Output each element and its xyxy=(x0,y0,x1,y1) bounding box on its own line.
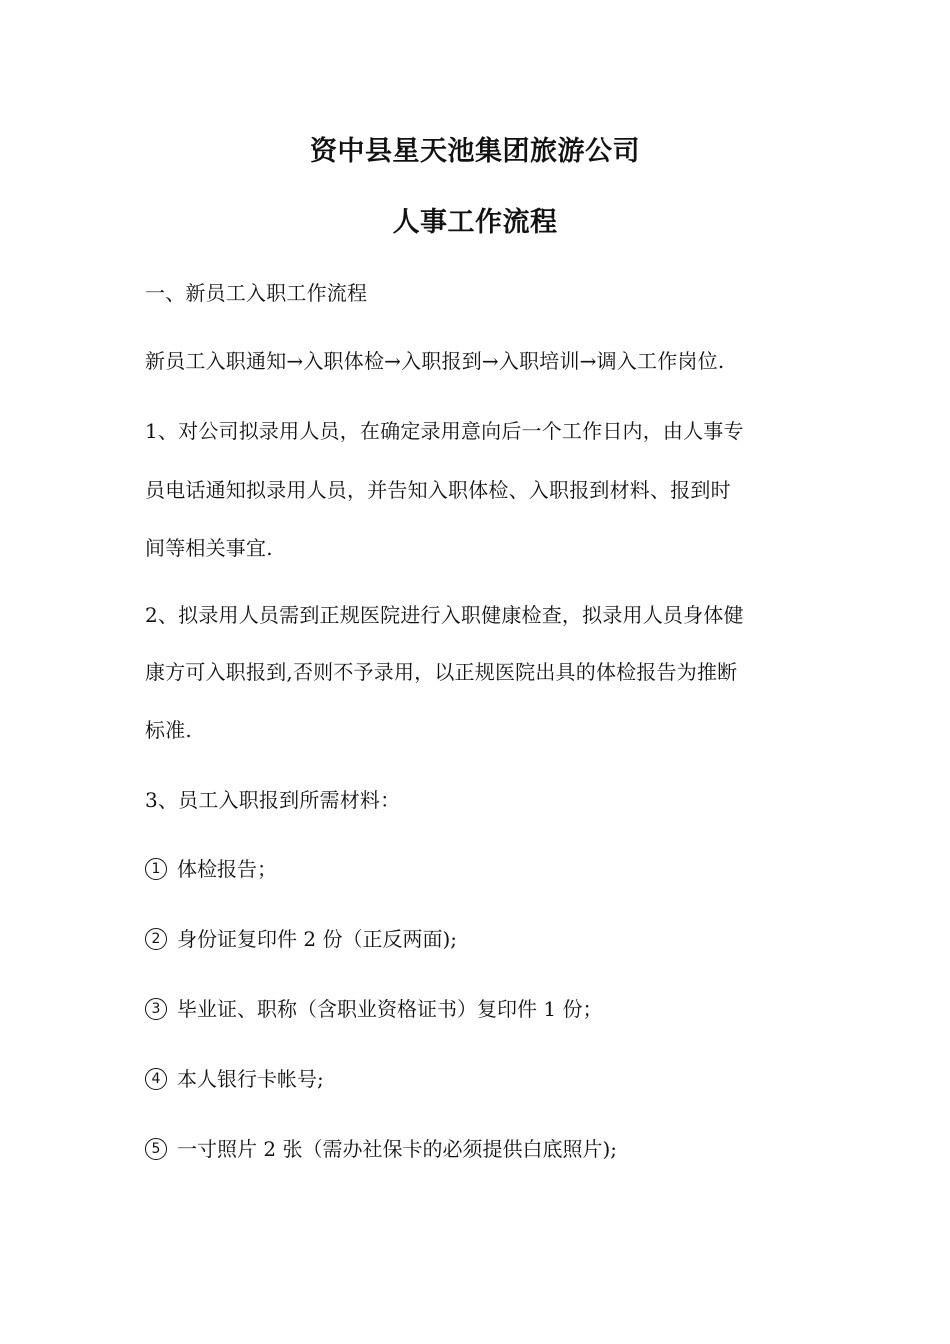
list-item xyxy=(145,854,810,884)
circled-number-marker: 4 xyxy=(145,1068,167,1090)
list-item-text: 本人银行卡帐号; xyxy=(177,1067,324,1091)
list-item xyxy=(145,1064,810,1094)
document-subtitle: 人事工作流程 xyxy=(392,207,558,238)
list-item-text: 毕业证、职称（含职业资格证书）复印件 1 份； xyxy=(177,997,603,1021)
list-item-text: 体检报告； xyxy=(177,857,277,881)
paragraph-3-heading: 3、员工入职报到所需材料： xyxy=(145,788,401,812)
circled-number-marker: 3 xyxy=(145,998,167,1020)
circled-number-marker: 2 xyxy=(145,928,167,950)
paragraph-2-line-3: 标准. xyxy=(145,718,192,742)
list-item xyxy=(145,924,810,954)
list-item xyxy=(145,994,810,1024)
section-heading: 一、新员工入职工作流程 xyxy=(145,281,368,305)
paragraph-1-line-2: 员电话通知拟录用人员，并告知入职体检、入职报到材料、报到时 xyxy=(145,478,731,502)
list-item-text: 身份证复印件 2 份（正反两面); xyxy=(177,927,457,951)
paragraph-1-line-3: 间等相关事宜. xyxy=(145,536,273,560)
paragraph-2-line-1: 2、拟录用人员需到正规医院进行入职健康检查，拟录用人员身体健 xyxy=(145,603,744,627)
circled-number-marker: 1 xyxy=(145,858,167,880)
list-item-text: 一寸照片 2 张（需办社保卡的必须提供白底照片); xyxy=(177,1137,617,1161)
circled-number-marker: 5 xyxy=(145,1138,167,1160)
list-item xyxy=(145,1134,810,1164)
flow-line: 新员工入职通知→入职体检→入职报到→入职培训→调入工作岗位. xyxy=(145,349,725,373)
document-title: 资中县星天池集团旅游公司 xyxy=(310,136,640,167)
paragraph-2-line-2: 康方可入职报到,否则不予录用，以正规医院出具的体检报告为推断 xyxy=(145,660,738,684)
paragraph-1-line-1: 1、对公司拟录用人员，在确定录用意向后一个工作日内，由人事专 xyxy=(145,419,744,443)
